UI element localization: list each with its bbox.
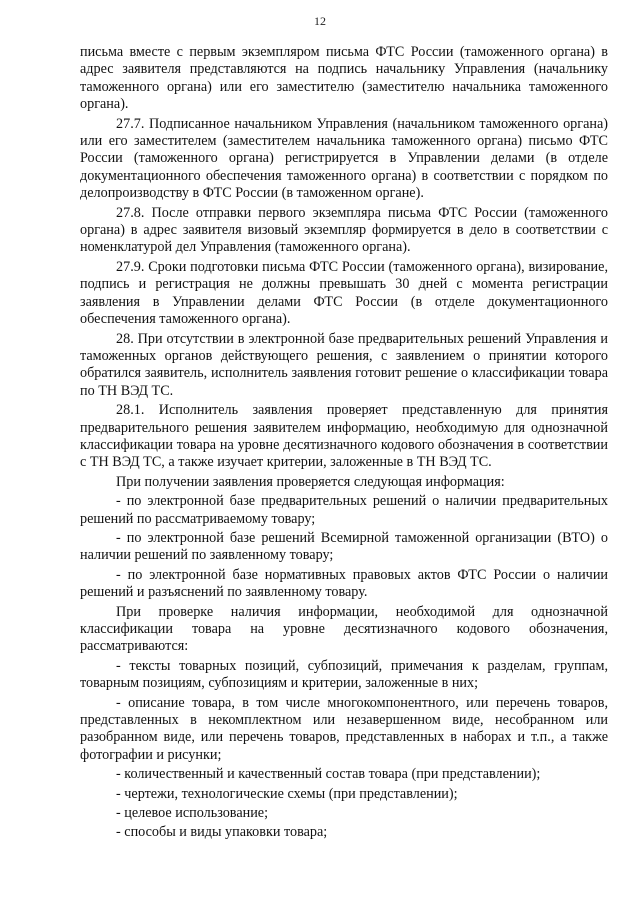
paragraph-27-8: 27.8. После отправки первого экземпляра письма ФТС России (таможенного органа) в адрес заявителя визовый экземпляр формируется в дело в соответствии с номенклатурой дел Управления (таможенного органа). (80, 204, 608, 256)
list-item: - по электронной базе решений Всемирной таможенной организации (ВТО) о наличии решений по заявленному товару; (80, 529, 608, 564)
paragraph-check-intro: При получении заявления проверяется следующая информация: (116, 473, 505, 490)
list-item: - по электронной базе предварительных решений о наличии предварительных решений по рассматриваемому товару; (80, 493, 608, 527)
list-item: - количественный и качественный состав товара (при представлении); (116, 766, 541, 783)
list-item: - тексты товарных позиций, субпозиций, примечания к разделам, группам, товарным позициям, субпозициям и критерии, заложенные в них; (80, 657, 608, 692)
paragraph-27-9: 27.9. Сроки подготовки письма ФТС России (таможенного органа), визирование, подпись и регистрация не должны превышать 30 дней с момента регистрации заявления в Управлении делами ФТС России (в отделе документационного обеспечения таможенного органа). (80, 258, 608, 328)
page-number: 12 (314, 14, 326, 28)
paragraph-28: 28. При отсутствии в электронной базе предварительных решений Управления и таможенных органов действующего решения, с заявлением о принятии которого обратился заявитель, исполнитель заявления готовит решение о классификации товара по ТН ВЭД ТС. (80, 330, 608, 399)
list-item: - по электронной базе нормативных правовых актов ФТС России о наличии решений и разъяснений по заявленному товару. (80, 566, 608, 601)
list-item: - способы и виды упаковки товара; (116, 824, 328, 841)
list-item: - описание товара, в том числе многокомпонентного, или перечень товаров, представленных в некомплектном или незавершенном виде, несобранном или разобранном виде, или перечень товаров, представленных в наборах и т.п., а также фотографии и рисунки; (80, 694, 608, 763)
list-item: - чертежи, технологические схемы (при представлении); (116, 785, 458, 802)
paragraph: письма вместе с первым экземпляром письма ФТС России (таможенного органа) в адрес заявителя представляются на подпись начальнику Управления (начальнику таможенного органа) или его заместителю (заместителю начальника таможенного органа). (80, 44, 608, 113)
paragraph-27-7: 27.7. Подписанное начальником Управления (начальником таможенного органа) или его заместителем (заместителем начальника таможенного органа) письмо ФТС России (таможенного органа) регистрируется в Управлении делами (в отделе документационного обеспечения таможенного органа) в соответствии с порядком по делопроизводству в ФТС России (в таможенном органе). (80, 115, 608, 202)
document-body (80, 42, 608, 842)
list-item: - целевое использование; (116, 805, 269, 822)
paragraph-check-info: При проверке наличия информации, необходимой для однозначной классификации товара на уровне десятизначного кодового обозначения, рассматриваются: (80, 603, 608, 655)
paragraph-28-1: 28.1. Исполнитель заявления проверяет представленную для принятия предварительного решения заявителем информацию, необходимую для однозначной классификации товара на уровне десятизначного кодового обозначения в соответствии с ТН ВЭД ТС, а также изучает критерии, заложенные в ТН ВЭД ТС. (80, 402, 608, 471)
